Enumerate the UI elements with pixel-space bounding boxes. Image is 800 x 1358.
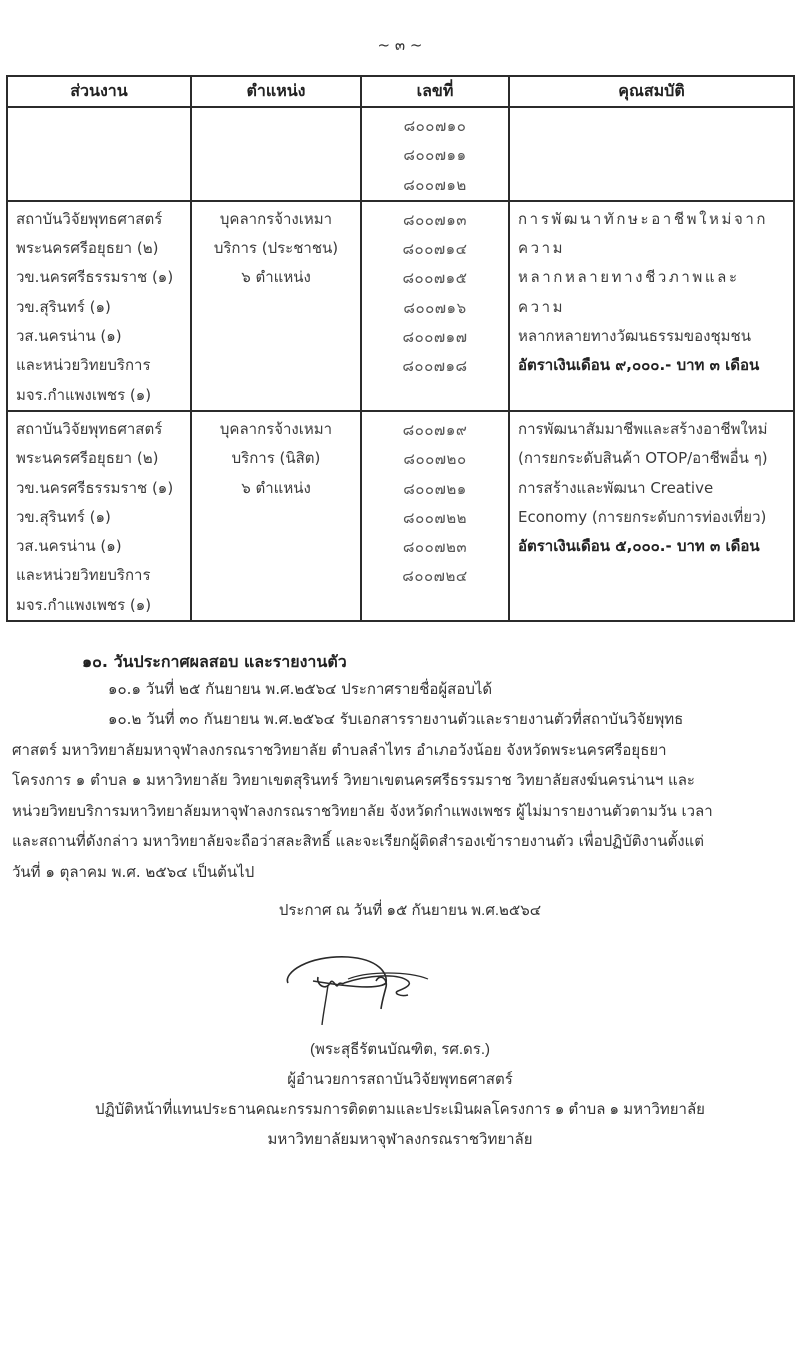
salary-line: อัตราเงินเดือน ๕,๐๐๐.- บาท ๓ เดือน — [518, 537, 760, 556]
unit-line: สถาบันวิจัยพุทธศาสตร์ — [16, 209, 163, 228]
unit-line: วส.นครน่าน (๑) — [16, 327, 122, 346]
qualification-line: หลากหลายทางชีวภาพและความ — [518, 268, 740, 316]
signatory-block — [0, 1035, 800, 1155]
position-number: ๘๐๐๗๑๒ — [403, 175, 467, 194]
qualification-line: การพัฒนาทักษะอาชีพใหม่จากความ — [518, 209, 769, 258]
page-number: ~ ๓ ~ — [377, 36, 423, 54]
section-10-item-2 — [12, 704, 792, 887]
salary-line: อัตราเงินเดือน ๙,๐๐๐.- บาท ๓ เดือน — [518, 356, 760, 375]
unit-line: วข.สุรินทร์ (๑) — [16, 297, 111, 316]
position-number: ๘๐๐๗๑๕ — [402, 269, 468, 288]
signatory-acting-title: ปฏิบัติหน้าที่แทนประธานคณะกรรมการติดตามและประเมินผลโครงการ ๑ ตำบล ๑ มหาวิทยาลัย — [95, 1101, 705, 1118]
position-number: ๘๐๐๗๒๓ — [402, 538, 468, 557]
position-number: ๘๐๐๗๒๐ — [403, 450, 467, 469]
unit-line: มจร.กำแพงเพชร (๑) — [16, 595, 152, 614]
announcement-date: ประกาศ ณ วันที่ ๑๕ กันยายน พ.ศ.๒๕๖๔ — [278, 902, 542, 919]
number-cell — [361, 201, 509, 411]
position-number: ๘๐๐๗๑๗ — [402, 328, 468, 347]
qualification-line: การสร้างและพัฒนา Creative — [518, 478, 714, 497]
qualification-line: หลากหลายทางวัฒนธรรมของชุมชน — [518, 327, 751, 346]
item-2-first-line: ๑๐.๒ วันที่ ๓๐ กันยายน พ.ศ.๒๕๖๔ รับเอกสารรายงานตัวและรายงานตัวที่สถาบันวิจัยพุทธ — [108, 710, 684, 728]
position-number: ๘๐๐๗๑๐ — [403, 117, 467, 135]
table-row — [7, 201, 794, 411]
unit-line: วข.นครศรีธรรมราช (๑) — [16, 478, 174, 497]
qualification-line: การพัฒนาสัมมาชีพและสร้างอาชีพใหม่ — [518, 419, 768, 438]
number-cell — [361, 107, 509, 201]
position-cell — [191, 107, 361, 201]
section-10-title: ๑๐. วันประกาศผลสอบ และรายงานตัว — [82, 652, 347, 671]
unit-cell — [7, 107, 191, 201]
unit-line: วข.สุรินทร์ (๑) — [16, 507, 111, 526]
position-cell — [191, 411, 361, 621]
table-row — [7, 411, 794, 621]
header-qualification: คุณสมบัติ — [509, 76, 794, 107]
position-line: บุคลากรจ้างเหมา — [219, 419, 333, 438]
section-10-item-1 — [12, 674, 792, 705]
table-header-row — [7, 76, 794, 107]
position-number: ๘๐๐๗๒๒ — [403, 508, 467, 527]
signatory-university: มหาวิทยาลัยมหาจุฬาลงกรณราชวิทยาลัย — [267, 1131, 533, 1148]
qualification-line: (การยกระดับสินค้า OTOP/อาชีพอื่น ๆ) — [518, 449, 768, 468]
position-line: บริการ (ประชาชน) — [213, 239, 339, 258]
unit-line: วส.นครน่าน (๑) — [16, 537, 122, 556]
position-line: บุคลากรจ้างเหมา — [219, 209, 333, 228]
signature-icon — [278, 945, 438, 1025]
item-2-line: ศาสตร์ มหาวิทยาลัยมหาจุฬาลงกรณราชวิทยาลัย ตำบลลำไทร อำเภอวังน้อย จังหวัดพระนครศรีอยุธยา — [12, 740, 667, 759]
position-number: ๘๐๐๗๒๑ — [403, 479, 467, 498]
unit-line: พระนครศรีอยุธยา (๒) — [16, 239, 159, 258]
table-row — [7, 107, 794, 201]
item-2-line: วันที่ ๑ ตุลาคม พ.ศ. ๒๕๖๔ เป็นต้นไป — [12, 862, 255, 881]
item-2-line: และสถานที่ดังกล่าว มหาวิทยาลัยจะถือว่าสละสิทธิ์ และจะเรียกผู้ติดสำรองเข้ารายงานตัว เพื่อปฏิบัติงานตั้งแต่ — [12, 832, 704, 850]
qualification-cell — [509, 411, 794, 621]
unit-cell — [7, 201, 191, 411]
qualification-cell — [509, 201, 794, 411]
header-unit: ส่วนงาน — [7, 76, 191, 107]
position-number: ๘๐๐๗๒๔ — [402, 567, 468, 586]
signatory-name: (พระสุธีรัตนบัณฑิต, รศ.ดร.) — [309, 1041, 491, 1058]
unit-line: มจร.กำแพงเพชร (๑) — [16, 385, 152, 404]
unit-line: วข.นครศรีธรรมราช (๑) — [16, 268, 174, 287]
qualification-line: Economy (การยกระดับการท่องเที่ยว) — [518, 507, 767, 526]
header-position: ตำแหน่ง — [191, 76, 361, 107]
positions-table — [6, 75, 795, 622]
qualification-cell — [509, 107, 794, 201]
position-number: ๘๐๐๗๑๘ — [402, 357, 468, 376]
position-number: ๘๐๐๗๑๖ — [403, 298, 467, 317]
unit-line: และหน่วยวิทยบริการ — [16, 566, 151, 585]
unit-line: สถาบันวิจัยพุทธศาสตร์ — [16, 419, 163, 438]
position-line: ๖ ตำแหน่ง — [241, 268, 311, 287]
item-2-line: หน่วยวิทยบริการมหาวิทยาลัยมหาจุฬาลงกรณราชวิทยาลัย จังหวัดกำแพงเพชร ผู้ไม่มารายงานตัวตามวัน เวลา — [12, 801, 713, 820]
position-number: ๘๐๐๗๑๔ — [402, 240, 468, 259]
number-cell — [361, 411, 509, 621]
header-number: เลขที่ — [361, 76, 509, 107]
item-1-text: ๑๐.๑ วันที่ ๒๕ กันยายน พ.ศ.๒๕๖๔ ประกาศรายชื่อผู้สอบได้ — [108, 680, 493, 698]
position-line: ๖ ตำแหน่ง — [241, 478, 311, 497]
unit-cell — [7, 411, 191, 621]
item-2-line: โครงการ ๑ ตำบล ๑ มหาวิทยาลัย วิทยาเขตสุรินทร์ วิทยาเขตนครศรีธรรมราช วิทยาลัยสงฆ์นครน่านฯ และ — [12, 771, 695, 789]
position-number: ๘๐๐๗๑๙ — [402, 420, 468, 439]
unit-line: และหน่วยวิทยบริการ — [16, 356, 151, 375]
position-number: ๘๐๐๗๑๑ — [403, 146, 467, 165]
signatory-title: ผู้อำนวยการสถาบันวิจัยพุทธศาสตร์ — [287, 1071, 513, 1088]
unit-line: พระนครศรีอยุธยา (๒) — [16, 449, 159, 468]
position-number: ๘๐๐๗๑๓ — [403, 210, 467, 229]
position-cell — [191, 201, 361, 411]
position-line: บริการ (นิสิต) — [231, 449, 321, 468]
